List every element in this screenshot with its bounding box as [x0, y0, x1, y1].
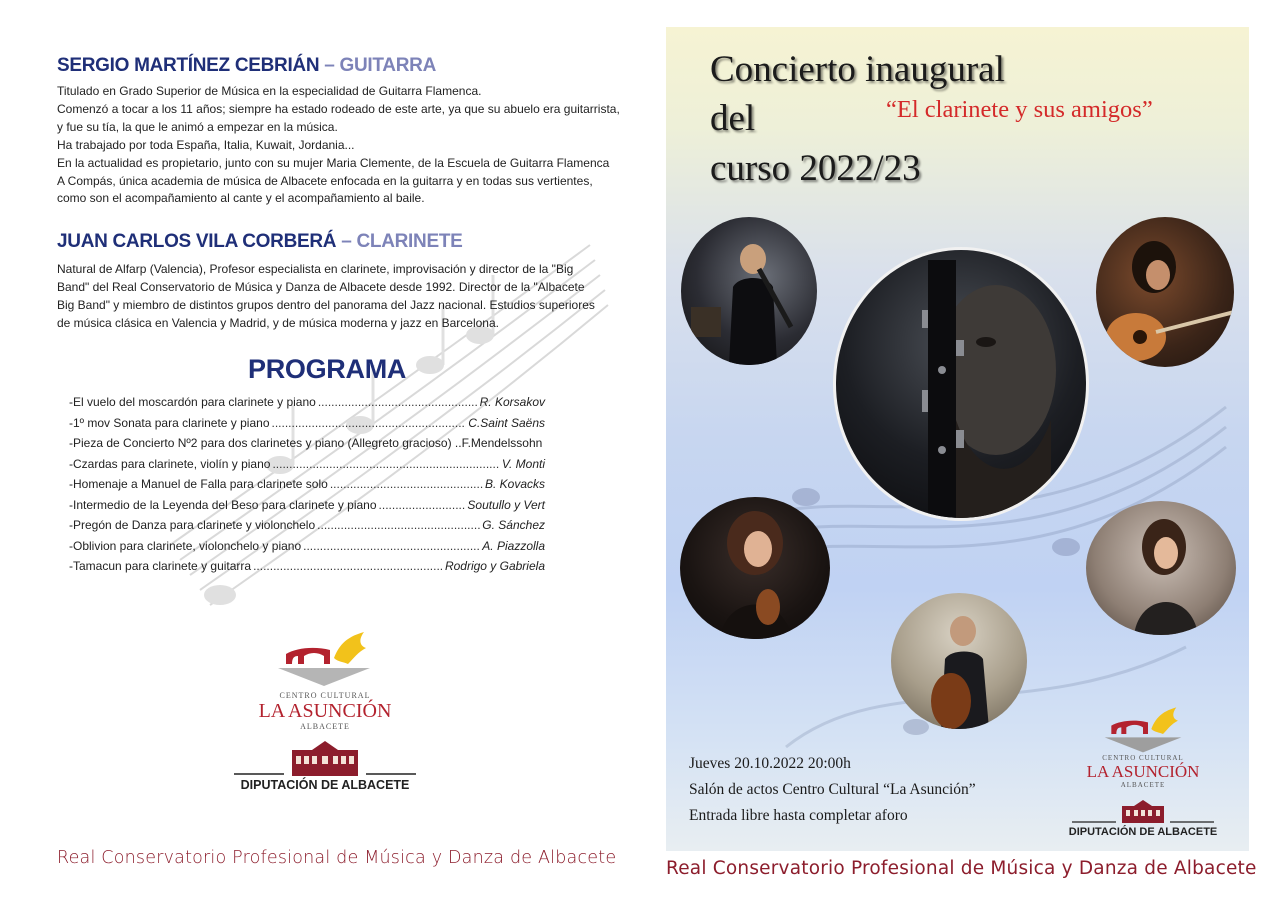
bio-line: Band" del Real Conservatorio de Música y Danza de Albacete desde 1992. Director de la "Albacete: [57, 279, 585, 294]
poster-title-line: curso 2022/23: [710, 148, 921, 189]
bio-line: En la actualidad es propietario, junto con su mujer Maria Clemente, de la Escuela de Guitarra Flamenca: [57, 155, 610, 170]
program-composer: R. Korsakov: [479, 395, 545, 409]
poster-title-line: del: [710, 98, 756, 139]
bio-heading-sergio: [57, 55, 436, 77]
program-item: [69, 539, 545, 560]
program-list: [69, 395, 545, 580]
program-piece: -1º mov Sonata para clarinete y piano: [69, 415, 270, 430]
diputacion-building-icon: [1072, 800, 1214, 824]
program-item: [69, 518, 545, 539]
diputacion-text: DIPUTACIÓN DE ALBACETE: [240, 778, 410, 792]
program-composer: Rodrigo y Gabriela: [444, 559, 545, 573]
program-item: [69, 416, 545, 437]
right-footer: Real Conservatorio Profesional de Música y Danza de Albacete: [666, 858, 1257, 879]
photo-cellist: [891, 593, 1027, 729]
program-item: [69, 395, 545, 416]
poster-subtitle: “El clarinete y sus amigos”: [886, 96, 1153, 123]
photo-pianist: [1086, 501, 1236, 635]
program-piece: -Homenaje a Manuel de Falla para clarinete solo: [69, 477, 328, 491]
event-venue: Salón de actos Centro Cultural “La Asunción”: [689, 781, 976, 798]
guitarist-silhouette-icon: [1096, 217, 1234, 367]
logo-centro-text: CENTRO CULTURAL: [279, 691, 371, 700]
poster-asuncion-logo: [1068, 704, 1218, 844]
program-item: [69, 457, 545, 478]
event-admission: Entrada libre hasta completar aforo: [689, 807, 908, 824]
photo-violinist: [680, 497, 830, 639]
bio-instrument: GUITARRA: [339, 55, 436, 76]
bio-text-sergio: [57, 83, 620, 208]
leader-dots: [272, 416, 467, 430]
logo-city-text: ALBACETE: [300, 722, 350, 731]
bio-line: y fue su tía, la que le animó a empezar en la música.: [57, 119, 338, 134]
pianist-silhouette-icon: [1086, 501, 1236, 635]
leader-dots: [317, 518, 480, 532]
program-composer: V. Monti: [501, 456, 545, 471]
violinist-silhouette-icon: [680, 497, 830, 639]
program-composer: C.Saint Saëns: [468, 415, 545, 430]
program-piece: -El vuelo del moscardón para clarinete y piano: [69, 395, 316, 409]
program-item: [69, 498, 545, 519]
photo-guitarist: [1096, 217, 1234, 367]
bio-line: Comenzó a tocar a los 11 años; siempre ha estado rodeado de este arte, ya que su abuelo era guitarrista,: [57, 101, 620, 116]
bio-instrument: CLARINETE: [356, 231, 463, 252]
leader-dots: [272, 457, 499, 471]
leader-dots: [253, 559, 443, 573]
program-piece: -Intermedio de la Leyenda del Beso para clarinete y piano: [69, 497, 377, 512]
program-piece: -Czardas para clarinete, violín y piano: [69, 456, 271, 471]
poster-title-line: Concierto inaugural: [710, 49, 1005, 90]
program-composer: B. Kovacks: [484, 477, 545, 491]
bio-name: SERGIO MARTÍNEZ CEBRIÁN: [57, 55, 320, 76]
diputacion-text: DIPUTACIÓN DE ALBACETE: [1068, 826, 1218, 838]
bio-name: JUAN CARLOS VILA CORBERÁ: [57, 231, 337, 252]
program-piece: -Pieza de Concierto Nº2 para dos clarinetes y piano (Allegreto gracioso) ..F.Mendelssohn: [69, 436, 543, 450]
asuncion-logo: [240, 628, 410, 808]
bio-text-juan-carlos: [57, 261, 597, 333]
asuncion-emblem-icon: [1100, 704, 1186, 754]
clarinet-player-silhouette-icon: [681, 217, 817, 365]
program-composer: Soutullo y Vert: [467, 497, 545, 512]
program-piece: -Oblivion para clarinete, violonchelo y piano: [69, 538, 302, 553]
left-footer: Real Conservatorio Profesional de Música y Danza de Albacete: [57, 848, 617, 868]
program-piece: -Pregón de Danza para clarinete y violonchelo: [69, 518, 316, 532]
bio-line: A Compás, única academia de música de Albacete enfocada en la guitarra y en todas sus vertientes,: [57, 173, 593, 188]
photo-clarinetist-band: [681, 217, 817, 365]
program-item: [69, 477, 545, 498]
logo-centro-text: CENTRO CULTURAL: [1102, 754, 1184, 762]
program-item: [69, 559, 545, 580]
program-title: PROGRAMA: [248, 354, 407, 384]
logo-name-text: LA ASUNCIÓN: [1086, 762, 1200, 781]
bio-line: Titulado en Grado Superior de Música en la especialidad de Guitarra Flamenca.: [57, 84, 482, 98]
bio-line: Ha trabajado por toda España, Italia, Kuwait, Jordania...: [57, 137, 355, 152]
bio-line: Natural de Alfarp (Valencia), Profesor especialista en clarinete, improvisación y director de la "Big: [57, 262, 574, 276]
program-item: [69, 436, 545, 457]
logo-name-text: LA ASUNCIÓN: [258, 700, 392, 722]
diputacion-building-icon: [234, 738, 416, 778]
leader-dots: [330, 477, 483, 491]
leader-dots: [303, 539, 480, 553]
leader-dots: [318, 395, 478, 409]
asuncion-emblem-icon: [274, 628, 374, 688]
bio-dash: –: [324, 55, 335, 76]
cellist-silhouette-icon: [891, 593, 1027, 729]
bio-heading-juan-carlos: [57, 231, 463, 253]
bio-line: como son el acompañamiento al cante y el acompañamiento al baile.: [57, 191, 425, 206]
program-piece: -Tamacun para clarinete y guitarra: [69, 559, 252, 573]
program-composer: A. Piazzolla: [482, 538, 545, 553]
event-date: Jueves 20.10.2022 20:00h: [689, 755, 851, 772]
photo-clarinet-portrait: [833, 247, 1089, 521]
clarinet-portrait-icon: [836, 250, 1086, 518]
bio-line: de música clásica en Valencia y Madrid, y de música moderna y jazz en Barcelona.: [57, 315, 499, 330]
logo-city-text: ALBACETE: [1120, 781, 1166, 789]
program-composer: G. Sánchez: [482, 518, 545, 532]
bio-dash: –: [341, 231, 352, 252]
bio-line: Big Band" y miembro de distintos grupos dentro del panorama del Jazz nacional. Estudios superiores: [57, 297, 595, 312]
leader-dots: [379, 498, 466, 512]
